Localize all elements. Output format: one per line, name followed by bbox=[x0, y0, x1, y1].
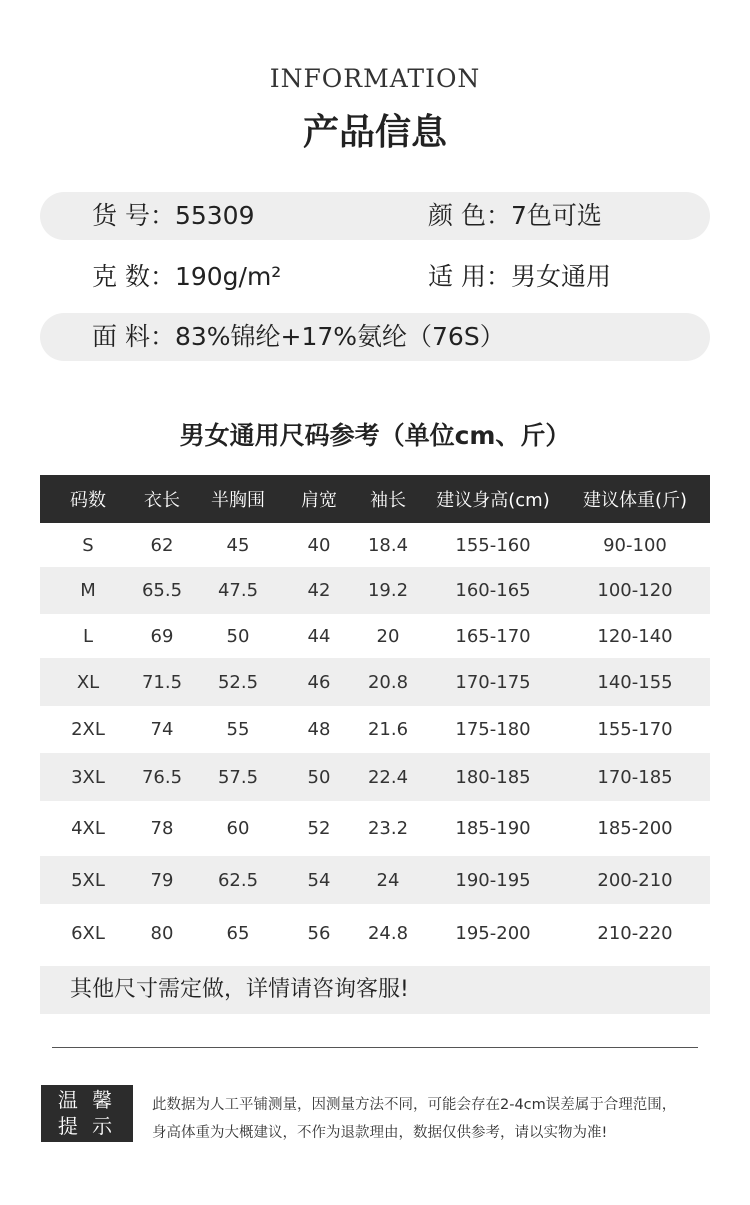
table-cell: 20 bbox=[376, 625, 400, 647]
column-header: 建议身高(cm) bbox=[426, 475, 560, 523]
table-cell: 50 bbox=[288, 753, 350, 801]
fabric-composition: 面 料：83%锦纶+17%氨纶（76S） bbox=[92, 322, 505, 351]
table-row bbox=[40, 904, 710, 963]
table-cell: 46 bbox=[288, 658, 350, 706]
fabric-weight: 克 数：190g/m² bbox=[92, 262, 282, 291]
table-cell: 80 bbox=[150, 923, 174, 944]
table-cell: 24.8 bbox=[367, 923, 409, 944]
tip-label bbox=[41, 1085, 133, 1142]
info-row-3 bbox=[40, 313, 710, 361]
table-cell: 155-160 bbox=[455, 534, 531, 556]
table-cell: 4XL bbox=[71, 818, 105, 839]
table-row bbox=[40, 523, 710, 567]
table-row bbox=[40, 801, 710, 856]
tip-text-line: 此数据为人工平铺测量，因测量方法不同，可能会存在2-4cm误差属于合理范围， bbox=[152, 1097, 677, 1113]
table-row bbox=[40, 856, 710, 904]
custom-size-note-text: 其他尺寸需定做，详情请咨询客服! bbox=[70, 977, 409, 1002]
table-header-row bbox=[40, 475, 710, 523]
table-cell: 5XL bbox=[40, 856, 136, 904]
table-cell: 65 bbox=[226, 923, 250, 944]
table-cell: 69 bbox=[150, 625, 174, 647]
item-number: 货 号：55309 bbox=[92, 201, 255, 230]
table-cell: 200-210 bbox=[560, 856, 710, 904]
table-cell: 18.4 bbox=[367, 534, 409, 556]
table-cell: 47.5 bbox=[188, 567, 288, 614]
tip-label-line: 温 馨 bbox=[57, 1088, 117, 1112]
table-cell: 76.5 bbox=[136, 753, 188, 801]
table-cell: 65.5 bbox=[136, 567, 188, 614]
table-cell: 71.5 bbox=[136, 658, 188, 706]
column-header: 袖长 bbox=[350, 475, 426, 523]
table-cell: 23.2 bbox=[367, 818, 409, 839]
table-row bbox=[40, 567, 710, 614]
table-row bbox=[40, 658, 710, 706]
table-cell: 180-185 bbox=[426, 753, 560, 801]
table-cell: 74 bbox=[150, 719, 174, 740]
column-header: 半胸围 bbox=[188, 475, 288, 523]
table-cell: 155-170 bbox=[597, 719, 673, 740]
table-cell: 22.4 bbox=[350, 753, 426, 801]
table-cell: 48 bbox=[307, 719, 331, 740]
table-cell: 21.6 bbox=[367, 719, 409, 740]
table-cell: 78 bbox=[150, 818, 174, 839]
info-row-2 bbox=[40, 253, 710, 301]
table-cell: 165-170 bbox=[455, 625, 531, 647]
table-cell: 57.5 bbox=[188, 753, 288, 801]
table-row bbox=[40, 706, 710, 753]
table-cell: 50 bbox=[226, 625, 250, 647]
table-cell: 62 bbox=[150, 534, 174, 556]
custom-size-note bbox=[40, 966, 710, 1014]
table-cell: 56 bbox=[307, 923, 331, 944]
table-cell: 42 bbox=[288, 567, 350, 614]
table-cell: 79 bbox=[136, 856, 188, 904]
table-cell: 120-140 bbox=[597, 625, 673, 647]
table-cell: S bbox=[82, 534, 94, 556]
table-cell: 24 bbox=[350, 856, 426, 904]
table-cell: 19.2 bbox=[350, 567, 426, 614]
table-cell: 52.5 bbox=[188, 658, 288, 706]
column-header: 码数 bbox=[40, 475, 136, 523]
table-cell: 54 bbox=[288, 856, 350, 904]
table-row bbox=[40, 614, 710, 658]
table-cell: 170-175 bbox=[426, 658, 560, 706]
table-cell: 55 bbox=[226, 719, 250, 740]
fit-gender: 适 用：男女通用 bbox=[428, 262, 611, 291]
table-cell: L bbox=[82, 625, 94, 647]
table-cell: 185-200 bbox=[597, 818, 673, 839]
table-cell: 140-155 bbox=[560, 658, 710, 706]
english-title: INFORMATION bbox=[269, 64, 481, 93]
table-cell: 195-200 bbox=[455, 923, 531, 944]
table-cell: 60 bbox=[226, 818, 250, 839]
table-cell: 90-100 bbox=[603, 534, 667, 556]
column-header: 肩宽 bbox=[288, 475, 350, 523]
table-cell: 3XL bbox=[40, 753, 136, 801]
table-cell: 190-195 bbox=[426, 856, 560, 904]
size-table bbox=[40, 475, 710, 963]
table-cell: 100-120 bbox=[560, 567, 710, 614]
table-cell: 210-220 bbox=[597, 923, 673, 944]
color-options: 颜 色：7色可选 bbox=[428, 201, 602, 230]
table-cell: 6XL bbox=[71, 923, 105, 944]
table-cell: 2XL bbox=[71, 719, 105, 740]
table-cell: 160-165 bbox=[426, 567, 560, 614]
table-cell: 62.5 bbox=[188, 856, 288, 904]
divider bbox=[52, 1047, 698, 1048]
table-cell: 185-190 bbox=[455, 818, 531, 839]
page-title: 产品信息 bbox=[302, 112, 447, 153]
table-cell: 44 bbox=[307, 625, 331, 647]
table-cell: 170-185 bbox=[560, 753, 710, 801]
table-cell: 175-180 bbox=[455, 719, 531, 740]
table-cell: M bbox=[40, 567, 136, 614]
tip-text-line: 身高体重为大概建议，不作为退款理由，数据仅供参考，请以实物为准! bbox=[152, 1125, 608, 1141]
table-cell: XL bbox=[40, 658, 136, 706]
column-header: 建议体重(斤) bbox=[560, 475, 710, 523]
column-header: 衣长 bbox=[136, 475, 188, 523]
tip-label-line: 提 示 bbox=[57, 1114, 117, 1138]
table-cell: 40 bbox=[307, 534, 331, 556]
table-cell: 52 bbox=[307, 818, 331, 839]
table-cell: 20.8 bbox=[350, 658, 426, 706]
size-chart-title: 男女通用尺码参考（单位cm、斤） bbox=[179, 421, 571, 450]
tip-text bbox=[152, 1091, 722, 1147]
table-cell: 45 bbox=[226, 534, 250, 556]
info-row-1 bbox=[40, 192, 710, 240]
table-row bbox=[40, 753, 710, 801]
